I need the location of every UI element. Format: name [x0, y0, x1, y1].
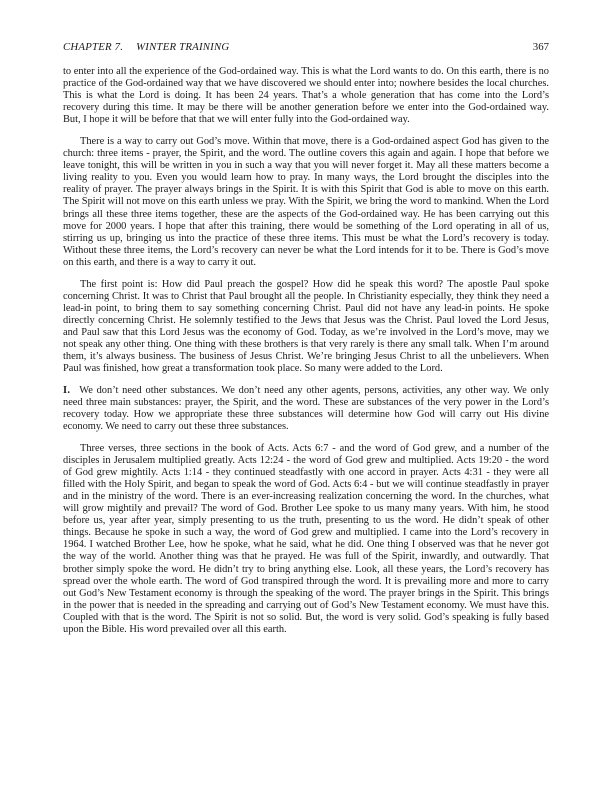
- page-body: [63, 66, 549, 646]
- paragraph-text: We don’t need other substances. We don’t need any other agents, persons, activities, any other way. We only need three main substances: prayer, the Spirit, and the word. These are substances of the very power in the Lord’s recovery today. How we appropriate these three substances will determine how God will carry out His divine economy. We need to carry out these three substances.: [63, 384, 549, 433]
- paragraph-continuation: to enter into all the experience of the God-ordained way. This is what the Lord wants to do. On this earth, there is no practice of the God-ordained way that we have discovered we should enter into; nowhere besides the local churches. This is what the Lord is doing. It has been 24 years. That’s a whole generation that has come into the Lord’s recovery during this time. It may be there will be another generation before we enter into the God-ordained way. But, I hope it will be before that that we will enter fully into the God-ordained way.: [63, 66, 549, 126]
- chapter-label: CHAPTER 7.: [63, 41, 124, 53]
- outline-point-label: I.: [63, 384, 71, 396]
- paragraph-outline-point: [63, 385, 549, 433]
- paragraph: The first point is: How did Paul preach the gospel? How did he speak this word? The apostle Paul spoke concerning Christ. It was to Christ that Paul brought all the people. In Christianity especially, they think they need a lead-in point, to bring them to say something concerning Christ. Paul did not have any lead-in points. He spoke directly concerning Christ. He solemnly testified to the Jews that Jesus was the Christ. Paul loved the Lord Jesus, and Paul saw that this Lord Jesus was the economy of God. Today, as we’re involved in the Lord’s move, may we not speak any other thing. One thing with these brothers is that very rarely is there any small talk. When I’m around them, it’s always business. The business of Jesus Christ. We’re bringing Jesus Christ to all the unbelievers. When Paul was finished, how great a transformation took place. So many were added to the Lord.: [63, 278, 549, 375]
- page-number: 367: [532, 41, 549, 53]
- paragraph: There is a way to carry out God’s move. Within that move, there is a God-ordained aspect God has given to the church: three items - prayer, the Spirit, and the word. The outline covers this again and again. I hope that before we leave tonight, this will be written in you in such a way that you will never forget it. May all these matters become a living reality to you. Even you would learn how to pray. In many ways, the Lord brought the disciples into the reality of prayer. The prayer always brings in the Spirit. It is with this Spirit that God is able to move on this earth. The Spirit will not move on this earth unless we pray. With the Spirit, we bring the word to mankind. When the Lord brings all these three items together, these are the aspects of the God-ordained way. He has been carrying out this move for 2000 years. I hope that after this training, there would be something of the Lord operating in all of us, stirring us up, bringing us into the practice of these three items. This must be what the Lord’s recovery is today. Without these three items, the Lord’s recovery can never be what the Lord intends for it to be. There is God’s move on this earth, and there is a way to carry it out.: [63, 135, 549, 268]
- chapter-running-head: [63, 41, 229, 53]
- page-header: [63, 41, 549, 53]
- chapter-title: WINTER TRAINING: [136, 41, 230, 53]
- paragraph: Three verses, three sections in the book of Acts. Acts 6:7 - and the word of God grew, and a number of the disciples in Jerusalem multiplied greatly. Acts 12:24 - the word of God grew and multiplied. Acts 19:20 - the word of God grew mightily. Acts 1:14 - they continued steadfastly with one accord in prayer. Acts 4:31 - they were all filled with the Holy Spirit, and began to speak the word of God. Acts 6:4 - but we will continue steadfastly in prayer and in the ministry of the word. There is an ever-increasing realization concerning the word. In the churches, what will grow mightily and prevail? The word of God. Brother Lee spoke to us many many years. With him, he stood before us, year after year, simply presenting to us the truth, presenting to us the word. He didn’t speak of other things. Because he spoke in such a way, the word of God grew and multiplied. I came into the Lord’s recovery in 1964. I watched Brother Lee, how he spoke, what he said, what he did. One thing I observed was that he never got the way of the world. Another thing was that he prayed. He was full of the Spirit, inwardly, and outwardly. That brother simply spoke the word. He didn’t try to bring anything else. Look, all these years, the Lord’s recovery has spread over the whole earth. The word of God transpired through the word. It is prevailing more and more to carry out God’s New Testament economy is through the speaking of the word. The prayer brings in the Spirit. This brings in the power that is needed in the spreading and carrying out of God’s New Testament economy. We must have this. Coupled with that is the word. The Spirit is not so solid. But, the word is very solid. God’s speaking is fully based upon the Bible. His word prevailed over all this earth.: [63, 442, 549, 636]
